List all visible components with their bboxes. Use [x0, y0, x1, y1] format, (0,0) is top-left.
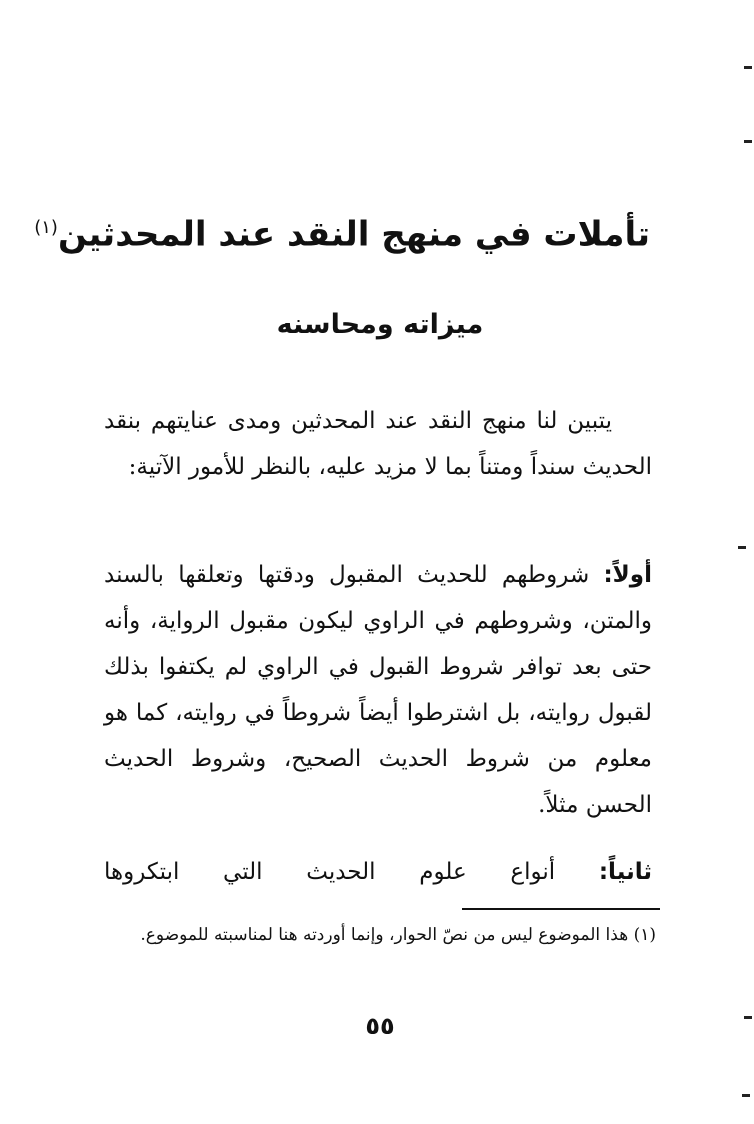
title-text: تأملات في منهج النقد عند المحدثين [57, 214, 650, 255]
scan-edge-mark [744, 1016, 752, 1019]
second-point-lead: ثانياً: [598, 859, 652, 885]
section-subtitle: ميزاته ومحاسنه [276, 309, 484, 340]
scan-edge-mark [744, 140, 752, 143]
scan-edge-mark [742, 1094, 750, 1097]
first-point-paragraph [104, 552, 652, 828]
intro-paragraph: يتبين لنا منهج النقد عند المحدثين ومدى عنايتهم بنقد الحديث سنداً ومتناً بما لا مزيد عليه، بالنظر للأمور الآتية: [104, 408, 652, 480]
footnote-separator [462, 908, 660, 910]
page-number: ٥٥ [365, 1012, 395, 1040]
title-footnote-ref: (١) [34, 217, 58, 238]
second-point-paragraph [104, 849, 652, 895]
scan-edge-mark [738, 546, 746, 549]
first-point-body: شروطهم للحديث المقبول ودقتها وتعلقها بالسند والمتن، وشروطهم في الراوي ليكون مقبول الرواية، وأنه حتى بعد توافر شروط القبول في الراوي لم يكتفوا بذلك لقبول روايته، بل اشترطوا أيضاً شروطاً في روايته، كما هو معلوم من شروط الحديث الصحيح، وشروط الحديث الحسن مثلاً. [104, 562, 652, 818]
page-title [34, 198, 650, 264]
scan-edge-mark [744, 66, 752, 69]
footnote: (١) هذا الموضوع ليس من نصّ الحوار، وإنما أوردته هنا لمناسبته للموضوع. [140, 925, 656, 945]
first-point-lead: أولاً: [603, 562, 652, 588]
second-point-body: أنواع علوم الحديث التي ابتكروها [104, 859, 556, 885]
